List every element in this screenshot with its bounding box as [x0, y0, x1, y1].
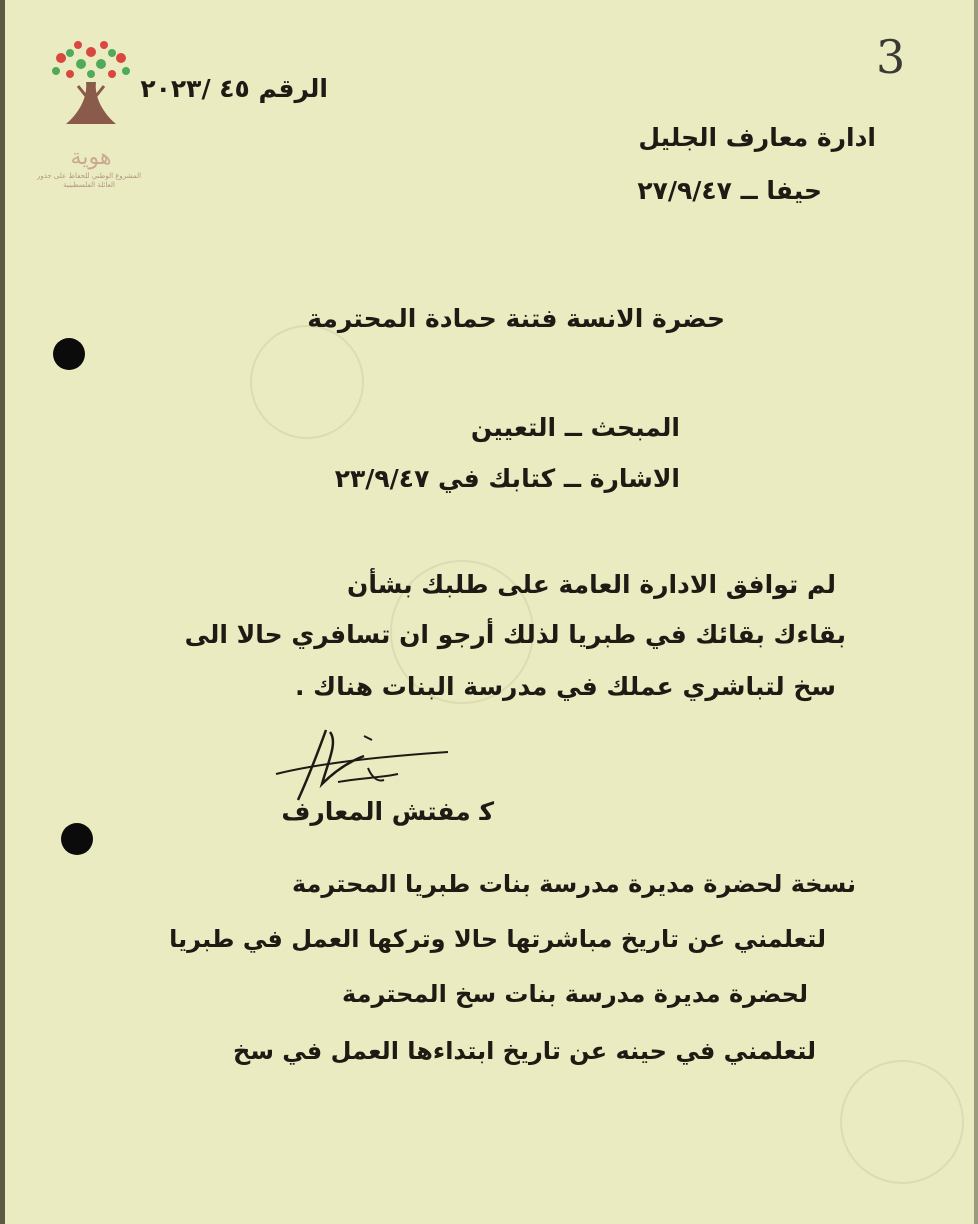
department-heading: ادارة معارف الجليل	[638, 123, 876, 152]
addressee: حضرة الانسة فتنة حمادة المحترمة	[307, 304, 725, 333]
place-date: حيفا ــ ٢٧/٩/٤٧	[637, 176, 822, 205]
signer-title: ﻛ مفتش المعارف	[281, 797, 494, 826]
copy-line: لحضرة مديرة مدرسة بنات سخ المحترمة	[342, 980, 808, 1008]
scan-right-edge	[974, 0, 978, 1224]
body-line: سخ لتباشري عملك في مدرسة البنات هناك .	[294, 672, 836, 701]
handwritten-signature	[268, 722, 458, 806]
body-line: بقاءك بقائك في طبريا لذلك أرجو ان تسافري حالا الى	[184, 620, 846, 649]
reference-number: الرقم ٤٥ /٢٠٢٣	[140, 74, 328, 103]
logo-brand-text: هوية	[70, 145, 112, 170]
page-number: 3	[876, 30, 906, 84]
body-line: لم توافق الادارة العامة على طلبك بشأن	[347, 570, 836, 599]
subject-line: المبحث ــ التعيين	[470, 413, 680, 442]
reference-line: الاشارة ــ كتابك في ٢٣/٩/٤٧	[334, 464, 680, 493]
punch-hole	[61, 823, 93, 855]
punch-hole	[53, 338, 85, 370]
tree-logo-icon	[48, 36, 134, 186]
copy-line: لتعلمني عن تاريخ مباشرتها حالا وتركها العمل في طبريا	[169, 925, 826, 953]
logo-caption: المشروع الوطني للحفاظ على جذور العائلة الفلسطينية	[36, 172, 142, 189]
copy-line: نسخة لحضرة مديرة مدرسة بنات طبريا المحترمة	[291, 870, 856, 898]
copy-line: لتعلمني في حينه عن تاريخ ابتداءها العمل في سخ	[233, 1037, 816, 1065]
paper-stain	[840, 1060, 964, 1184]
